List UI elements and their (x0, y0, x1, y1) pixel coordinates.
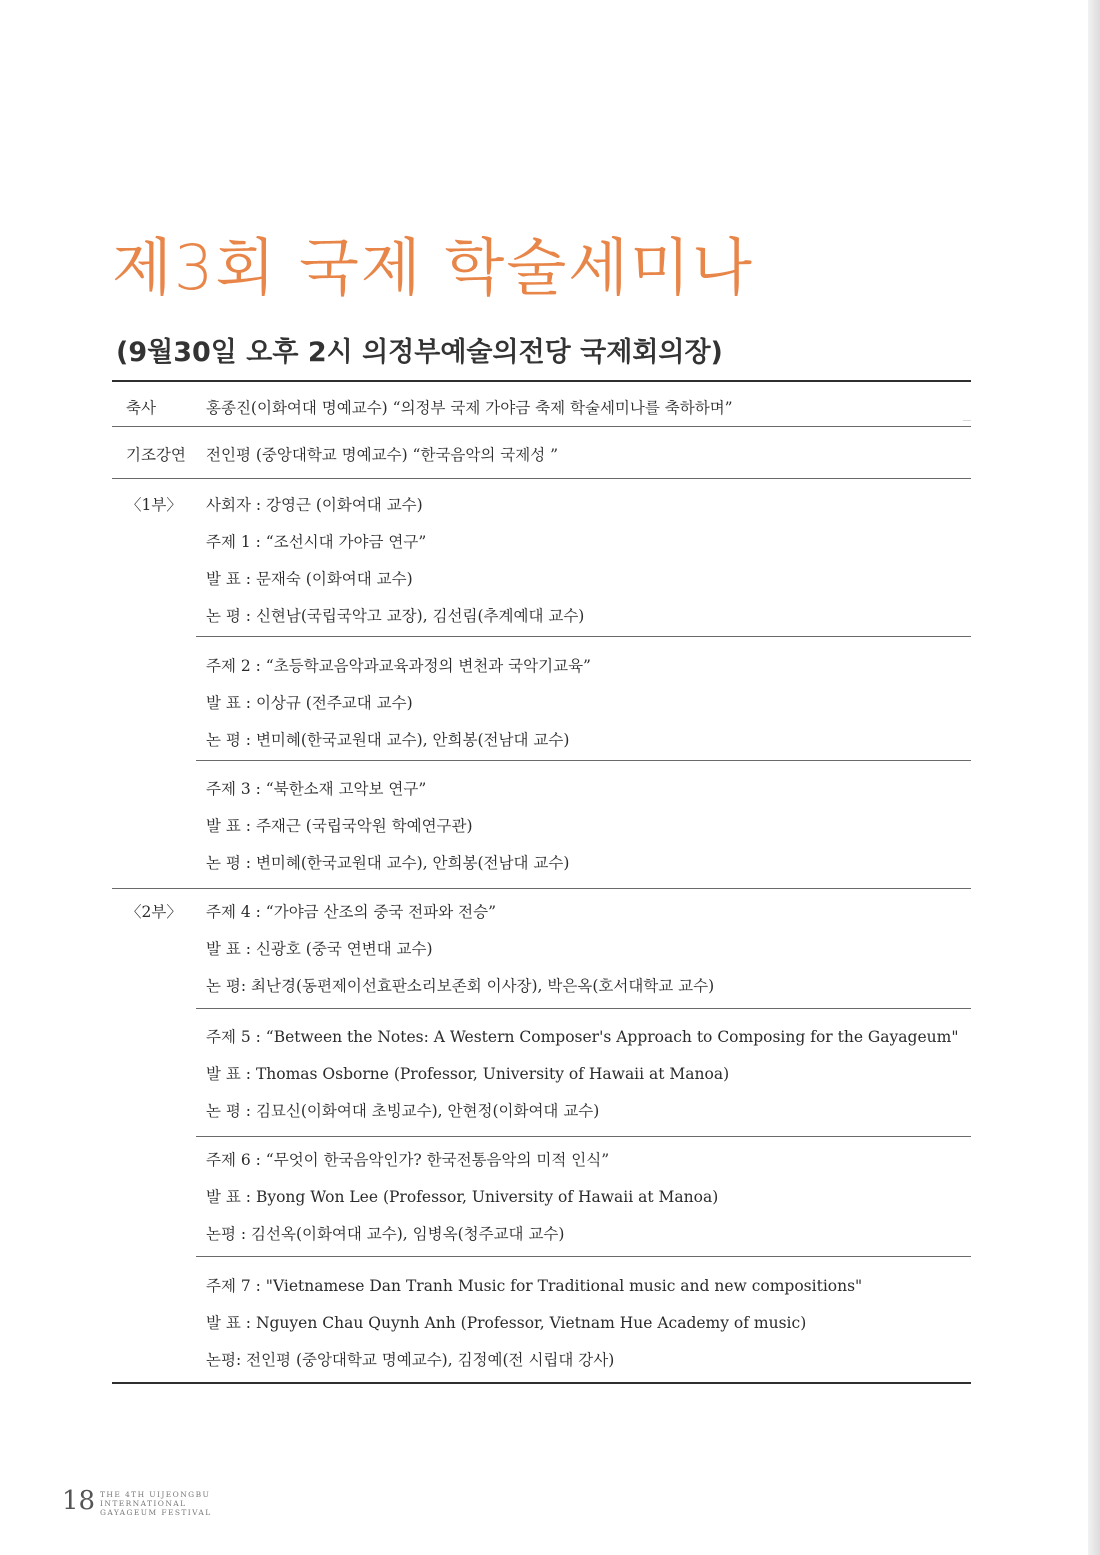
topic-2-discussants: 논 평 : 변미혜(한국교원대 교수), 안희봉(전남대 교수) (206, 731, 570, 749)
divider (112, 426, 971, 427)
topic-6-discussants: 논평 : 김선옥(이화여대 교수), 임병옥(청주교대 교수) (206, 1225, 565, 1243)
topic-4-discussants: 논 평: 최난경(동편제이선효판소리보존회 이사장), 박은옥(호서대학교 교수) (206, 977, 715, 995)
topic-4-presenter: 발 표 : 신광호 (중국 연변대 교수) (206, 940, 433, 958)
keynote-text: 전인평 (중앙대학교 명예교수) “한국음악의 국제성 ” (206, 446, 559, 464)
topic-4-title: 주제 4 : “가야금 산조의 중국 전파와 전승” (206, 903, 497, 921)
divider (112, 888, 971, 889)
topic-7-discussants: 논평: 전인평 (중앙대학교 명예교수), 김정예(전 시립대 강사) (206, 1351, 615, 1369)
topic-3-presenter: 발 표 : 주재근 (국립국악원 학예연구관) (206, 817, 473, 835)
publication-line: GAYAGEUM FESTIVAL (100, 1508, 212, 1517)
topic-5-title: 주제 5 : “Between the Notes: A Western Composer's Approach to Composing for the Gayageum" (206, 1028, 959, 1046)
topic-1-title: 주제 1 : “조선시대 가야금 연구” (206, 533, 427, 551)
publication-name (100, 1490, 240, 1517)
publication-line: INTERNATIONAL (100, 1499, 187, 1508)
divider (196, 636, 971, 637)
divider (196, 1256, 971, 1257)
topic-7-title: 주제 7 : "Vietnamese Dan Tranh Music for Traditional music and new compositions" (206, 1277, 863, 1295)
topic-2-presenter: 발 표 : 이상규 (전주교대 교수) (206, 694, 413, 712)
part2-label: 〈2부〉 (126, 903, 182, 921)
topic-3-title: 주제 3 : “북한소재 고악보 연구” (206, 780, 427, 798)
topic-5-discussants: 논 평 : 김묘신(이화여대 초빙교수), 안현정(이화여대 교수) (206, 1102, 600, 1120)
topic-6-title: 주제 6 : “무엇이 한국음악인가? 한국전통음악의 미적 인식” (206, 1151, 610, 1169)
page-edge-shadow (1088, 0, 1100, 1555)
topic-3-discussants: 논 평 : 변미혜(한국교원대 교수), 안희봉(전남대 교수) (206, 854, 570, 872)
congrat-text: 홍종진(이화여대 명예교수) “의정부 국제 가야금 축제 학술세미나를 축하하며” (206, 399, 733, 417)
page-subtitle: (9월30일 오후 2시 의정부예술의전당 국제회의장) (116, 337, 723, 368)
topic-2-title: 주제 2 : “초등학교음악과교육과정의 변천과 국악기교육” (206, 657, 591, 675)
page-title: 제3회 국제 학술세미나 (112, 231, 754, 304)
congrat-label: 축사 (126, 399, 156, 417)
topic-5-presenter: 발 표 : Thomas Osborne (Professor, University of Hawaii at Manoa) (206, 1065, 730, 1083)
part1-moderator: 사회자 : 강영근 (이화여대 교수) (206, 496, 423, 514)
part1-label: 〈1부〉 (126, 496, 182, 514)
bottom-rule (112, 1382, 971, 1384)
divider (196, 760, 971, 761)
divider (112, 478, 971, 479)
publication-line: THE 4TH UIJEONGBU (100, 1490, 211, 1499)
page-number: 18 (62, 1486, 96, 1516)
divider (196, 1136, 971, 1137)
topic-1-discussants: 논 평 : 신현남(국립국악고 교장), 김선림(추계예대 교수) (206, 607, 585, 625)
topic-6-presenter: 발 표 : Byong Won Lee (Professor, University of Hawaii at Manoa) (206, 1188, 719, 1206)
topic-1-presenter: 발 표 : 문재숙 (이화여대 교수) (206, 570, 413, 588)
keynote-label: 기조강연 (126, 446, 186, 464)
top-rule (112, 380, 971, 382)
divider (196, 1008, 971, 1009)
topic-7-presenter: 발 표 : Nguyen Chau Quynh Anh (Professor, Vietnam Hue Academy of music) (206, 1314, 807, 1332)
